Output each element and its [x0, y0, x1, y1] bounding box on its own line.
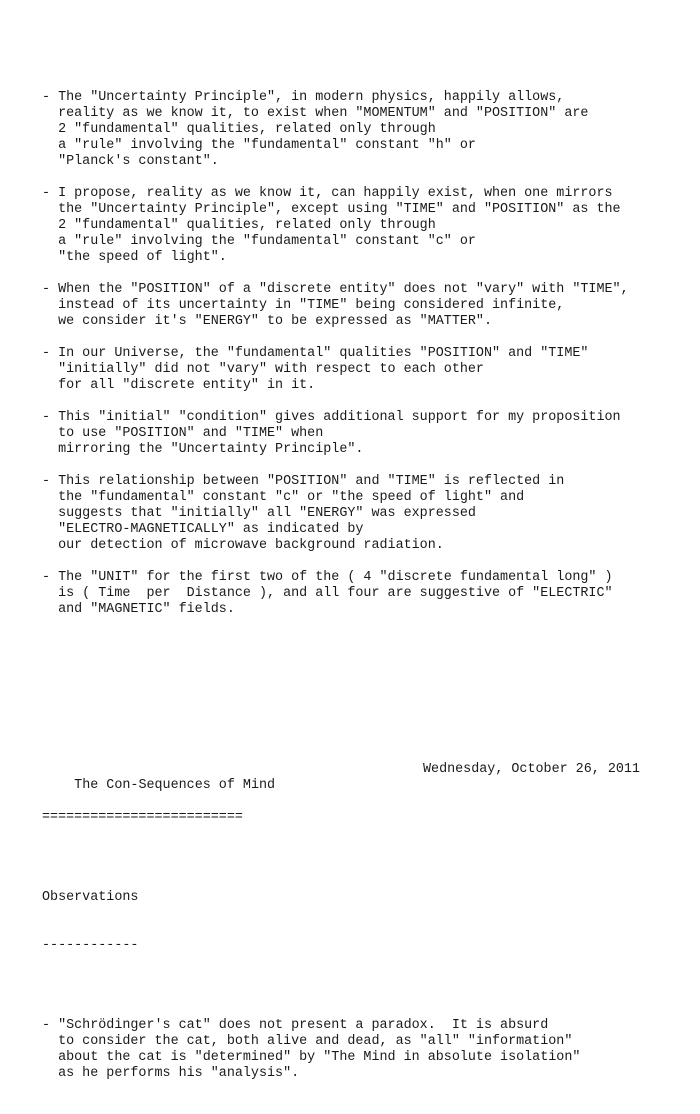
- paragraph-line: suggests that "initially" all "ENERGY" was expressed: [42, 506, 476, 521]
- paragraph: [42, 346, 682, 394]
- paragraph: [42, 90, 682, 170]
- paragraph-line: "the speed of light".: [42, 250, 227, 265]
- paragraph-line: reality as we know it, to exist when "MOMENTUM" and "POSITION" are: [42, 106, 589, 121]
- paragraph-line: - This "initial" "condition" gives additional support for my proposition: [42, 410, 621, 425]
- section-date: Wednesday, October 26, 2011: [423, 762, 640, 777]
- paragraph-line: instead of its uncertainty in "TIME" being considered infinite,: [42, 298, 565, 313]
- paragraph-line: mirroring the "Uncertainty Principle".: [42, 442, 364, 457]
- paragraph-line: our detection of microwave background radiation.: [42, 538, 444, 553]
- paragraph: [42, 186, 682, 266]
- paragraph-line: "Planck's constant".: [42, 154, 219, 169]
- paragraph-line: to consider the cat, both alive and dead, as "all" "information": [42, 1034, 573, 1049]
- paragraph-line: - I propose, reality as we know it, can happily exist, when one mirrors: [42, 186, 613, 201]
- document-page: [42, 58, 682, 1114]
- paragraph-line: 2 "fundamental" qualities, related only through: [42, 218, 436, 233]
- paragraph-line: is ( Time per Distance ), and all four are suggestive of "ELECTRIC": [42, 586, 613, 601]
- paragraph-line: as he performs his "analysis".: [42, 1066, 300, 1081]
- paragraph: [42, 570, 682, 618]
- paragraph: [42, 282, 682, 330]
- observation-paragraph: [42, 1018, 682, 1082]
- section-title-underline: =========================: [42, 810, 243, 825]
- paragraph-line: - In our Universe, the "fundamental" qualities "POSITION" and "TIME": [42, 346, 589, 361]
- paragraph-line: - The "Uncertainty Principle", in modern physics, happily allows,: [42, 90, 565, 105]
- paragraph-line: the "fundamental" constant "c" or "the speed of light" and: [42, 490, 525, 505]
- section-spacer: [42, 682, 682, 714]
- paragraph-line: - This relationship between "POSITION" and "TIME" is reflected in: [42, 474, 565, 489]
- paragraph-line: the "Uncertainty Principle", except using "TIME" and "POSITION" as the: [42, 202, 621, 217]
- subsection-title: Observations: [42, 890, 139, 905]
- paragraph-line: we consider it's "ENERGY" to be expressed as "MATTER".: [42, 314, 492, 329]
- paragraph-line: - "Schrödinger's cat" does not present a paradox. It is absurd: [42, 1018, 549, 1033]
- paragraph: [42, 410, 682, 458]
- paragraph-line: and "MAGNETIC" fields.: [42, 602, 235, 617]
- paragraph-line: - The "UNIT" for the first two of the ( 4 "discrete fundamental long" ): [42, 570, 613, 585]
- observation-paragraphs: [42, 1018, 682, 1082]
- paragraph-line: "ELECTRO-MAGNETICALLY" as indicated by: [42, 522, 364, 537]
- paragraph-line: 2 "fundamental" qualities, related only through: [42, 122, 436, 137]
- section-title: The Con-Sequences of Mind: [74, 778, 276, 793]
- paragraph-line: for all "discrete entity" in it.: [42, 378, 316, 393]
- paragraph-line: to use "POSITION" and "TIME" when: [42, 426, 324, 441]
- paragraph-line: a "rule" involving the "fundamental" constant "h" or: [42, 138, 476, 153]
- paragraph-line: "initially" did not "vary" with respect to each other: [42, 362, 484, 377]
- paragraph-line: about the cat is "determined" by "The Mind in absolute isolation": [42, 1050, 581, 1065]
- proposition-paragraphs: [42, 90, 682, 618]
- paragraph-line: - When the "POSITION" of a "discrete entity" does not "vary" with "TIME",: [42, 282, 629, 297]
- subsection-underline: ------------: [42, 938, 139, 953]
- paragraph: [42, 474, 682, 554]
- paragraph-line: a "rule" involving the "fundamental" constant "c" or: [42, 234, 476, 249]
- section-heading-row: [42, 762, 682, 793]
